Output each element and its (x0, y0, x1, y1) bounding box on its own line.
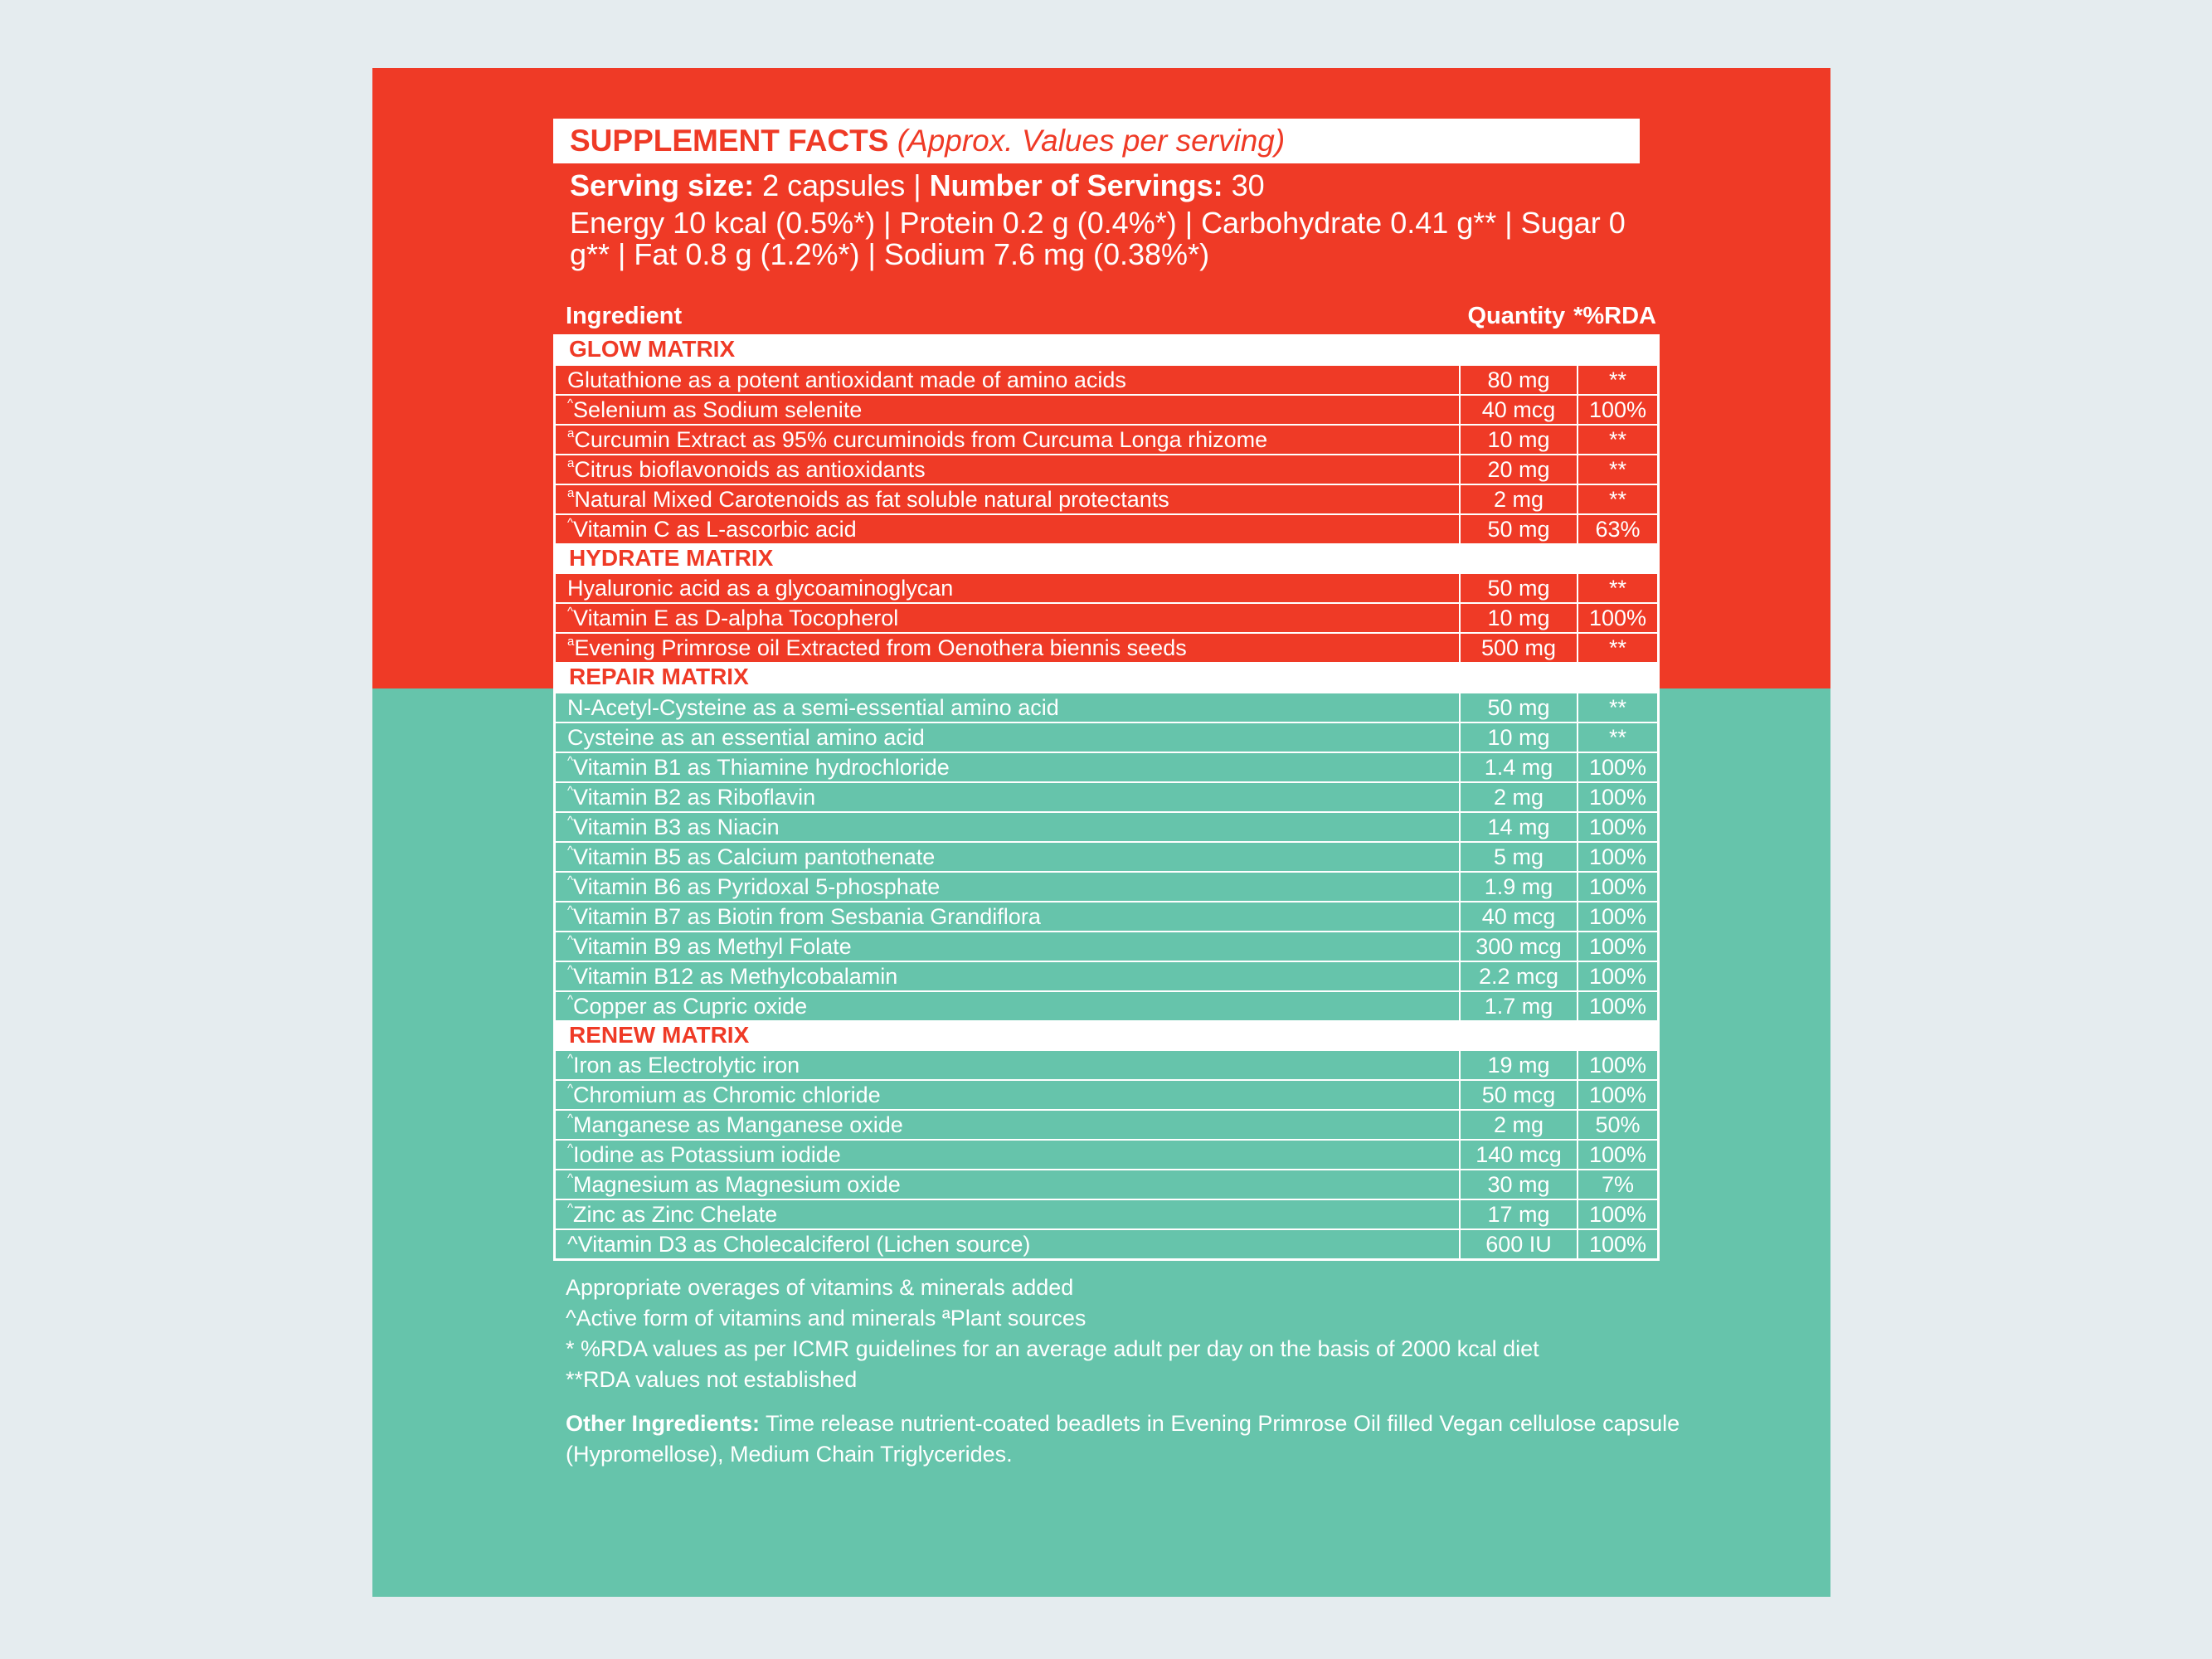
ingredient-cell (556, 1170, 1459, 1199)
ingredient-name: Citrus bioflavonoids as antioxidants (574, 456, 926, 482)
ingredient-cell (556, 783, 1459, 811)
ingredient-name: Iron as Electrolytic iron (573, 1053, 800, 1078)
table-row (556, 602, 1657, 632)
ingredient-cell (556, 962, 1459, 990)
ingredient-mark: ^ (567, 1171, 574, 1186)
rda-cell: ** (1577, 485, 1657, 513)
table-row (556, 811, 1657, 841)
rda-cell: ** (1577, 426, 1657, 454)
ingredient-cell (556, 873, 1459, 901)
ingredient-mark: ^ (567, 783, 574, 798)
ingredient-cell (556, 634, 1459, 662)
rda-cell: 100% (1577, 1081, 1657, 1109)
quantity-cell: 19 mg (1459, 1051, 1577, 1079)
table-row (556, 394, 1657, 424)
table-row (556, 841, 1657, 871)
ingredient-name: Hyaluronic acid as a glycoaminoglycan (567, 576, 954, 601)
serving-size-value: 2 capsules | (754, 168, 930, 202)
ingredient-name: Copper as Cupric oxide (573, 993, 808, 1019)
table-row (556, 722, 1657, 752)
quantity-cell: 2 mg (1459, 783, 1577, 811)
other-ingredients (553, 1408, 1731, 1470)
ingredient-mark: a (567, 485, 575, 500)
rda-cell: 100% (1577, 604, 1657, 632)
quantity-cell: 10 mg (1459, 604, 1577, 632)
quantity-cell: 40 mcg (1459, 902, 1577, 931)
ingredient-mark: a (567, 635, 575, 649)
section-header: HYDRATE MATRIX (556, 543, 1657, 573)
rda-cell: 100% (1577, 932, 1657, 961)
table-row (556, 871, 1657, 901)
footnotes (553, 1272, 1764, 1395)
rda-cell: 100% (1577, 1141, 1657, 1169)
ingredient-mark: ^ (567, 753, 574, 768)
rda-cell: 100% (1577, 753, 1657, 781)
quantity-cell: 10 mg (1459, 426, 1577, 454)
table-row (556, 1109, 1657, 1139)
ingredient-name: Curcumin Extract as 95% curcuminoids from Curcuma Longa rhizome (574, 426, 1268, 452)
ingredient-mark: ^ (567, 1201, 574, 1216)
facts-body (553, 300, 1764, 1470)
quantity-cell: 1.9 mg (1459, 873, 1577, 901)
table-row (556, 572, 1657, 602)
ingredient-name: Magnesium as Magnesium oxide (573, 1172, 901, 1198)
ingredient-mark: ^ (567, 1141, 574, 1156)
ingredient-cell (556, 813, 1459, 841)
column-headers (553, 300, 1660, 332)
footnote: ^Active form of vitamins and minerals ªPlant sources (566, 1306, 1087, 1331)
ingredient-name: Cysteine as an essential amino acid (567, 724, 925, 750)
ingredient-cell (556, 604, 1459, 632)
footnote: Appropriate overages of vitamins & minerals added (566, 1275, 1074, 1301)
ingredient-mark: ^ (567, 515, 574, 530)
rda-cell: 63% (1577, 515, 1657, 543)
quantity-cell: 300 mcg (1459, 932, 1577, 961)
table-row (556, 632, 1657, 662)
ingredient-name: Vitamin B3 as Niacin (573, 814, 780, 839)
rda-cell: 100% (1577, 396, 1657, 424)
rda-cell: ** (1577, 574, 1657, 602)
ingredient-name: Manganese as Manganese oxide (573, 1112, 903, 1138)
ingredient-name: Vitamin B12 as Methylcobalamin (573, 963, 898, 989)
rda-cell: 100% (1577, 1200, 1657, 1228)
quantity-cell: 14 mg (1459, 813, 1577, 841)
rda-cell: 100% (1577, 843, 1657, 871)
ingredient-cell (556, 753, 1459, 781)
rda-cell: ** (1577, 455, 1657, 484)
ingredient-mark: ^ (567, 932, 574, 947)
ingredient-name: Vitamin B7 as Biotin from Sesbania Grandiflora (573, 903, 1041, 929)
quantity-cell: 50 mg (1459, 574, 1577, 602)
rda-cell: ** (1577, 723, 1657, 752)
table-row (556, 1139, 1657, 1169)
footnote: * %RDA values as per ICMR guidelines for an average adult per day on the basis of 2000 kcal diet (566, 1336, 1539, 1362)
nutrition-line: Energy 10 kcal (0.5%*) | Protein 0.2 g (0.4%*) | Carbohydrate 0.41 g** | Sugar 0 g** | Fat 0.8 g (1.2%*) | Sodium 7.6 mg (0.38%*) (570, 206, 1626, 271)
quantity-cell: 2.2 mcg (1459, 962, 1577, 990)
table-row (556, 1228, 1657, 1258)
quantity-cell: 500 mg (1459, 634, 1577, 662)
ingredient-cell (556, 1081, 1459, 1109)
quantity-cell: 40 mcg (1459, 396, 1577, 424)
ingredient-name: Selenium as Sodium selenite (573, 397, 863, 422)
ingredient-cell (556, 932, 1459, 961)
rda-cell: 100% (1577, 1051, 1657, 1079)
section-header: GLOW MATRIX (556, 334, 1657, 364)
footnote: **RDA values not established (566, 1367, 858, 1393)
table-row (556, 692, 1657, 722)
ingredient-name: Vitamin B1 as Thiamine hydrochloride (573, 754, 950, 780)
table-row (556, 752, 1657, 781)
ingredient-cell (556, 366, 1459, 394)
quantity-cell: 5 mg (1459, 843, 1577, 871)
ingredient-cell (556, 485, 1459, 513)
ingredient-name: Glutathione as a potent antioxidant made of amino acids (567, 367, 1126, 392)
ingredient-name: ^Vitamin D3 as Cholecalciferol (Lichen source) (567, 1232, 1031, 1258)
column-rda: *%RDA (1573, 303, 1656, 329)
other-ingredients-text: Time release nutrient-coated beadlets in Evening Primrose Oil filled Vegan cellulose capsule (Hypromellose), Medium Chain Triglycerides. (566, 1411, 1680, 1467)
ingredient-mark: ^ (567, 813, 574, 828)
ingredient-cell (556, 1051, 1459, 1079)
ingredient-cell (556, 426, 1459, 454)
table-row (556, 901, 1657, 931)
rda-cell: 7% (1577, 1170, 1657, 1199)
ingredient-name: Vitamin E as D-alpha Tocopherol (573, 606, 899, 631)
section-header: REPAIR MATRIX (556, 662, 1657, 692)
ingredient-name: Evening Primrose oil Extracted from Oenothera biennis seeds (574, 635, 1187, 661)
ingredient-mark: ^ (567, 605, 574, 620)
ingredient-name: Natural Mixed Carotenoids as fat soluble natural protectants (574, 486, 1169, 512)
quantity-cell: 140 mcg (1459, 1141, 1577, 1169)
ingredients-table (553, 334, 1660, 1261)
quantity-cell: 1.4 mg (1459, 753, 1577, 781)
ingredient-mark: ^ (567, 843, 574, 858)
ingredient-name: Zinc as Zinc Chelate (573, 1202, 778, 1228)
rda-cell: 100% (1577, 813, 1657, 841)
ingredient-cell (556, 1200, 1459, 1228)
table-row (556, 513, 1657, 543)
ingredient-name: Vitamin B2 as Riboflavin (573, 784, 816, 810)
ingredient-mark: ^ (567, 902, 574, 917)
rda-cell: 50% (1577, 1111, 1657, 1139)
ingredient-mark: ^ (567, 1082, 574, 1097)
ingredient-cell (556, 992, 1459, 1020)
ingredient-cell (556, 1111, 1459, 1139)
table-row (556, 424, 1657, 454)
table-row (556, 1199, 1657, 1228)
servings-value: 30 (1223, 168, 1265, 202)
ingredient-mark: ^ (567, 1112, 574, 1126)
ingredient-cell (556, 723, 1459, 752)
ingredient-mark: ^ (567, 992, 574, 1007)
column-ingredient: Ingredient (566, 303, 683, 329)
ingredient-name: Vitamin B6 as Pyridoxal 5-phosphate (573, 873, 941, 899)
ingredient-cell (556, 902, 1459, 931)
ingredient-name: Vitamin C as L-ascorbic acid (573, 516, 857, 542)
ingredient-mark: ^ (567, 396, 574, 411)
ingredient-cell (556, 515, 1459, 543)
table-row (556, 990, 1657, 1020)
ingredient-cell (556, 396, 1459, 424)
title-italic: (Approx. Values per serving) (897, 124, 1286, 158)
ingredient-mark: a (567, 455, 575, 470)
table-row (556, 961, 1657, 990)
other-ingredients-label: Other Ingredients: (566, 1411, 761, 1437)
quantity-cell: 20 mg (1459, 455, 1577, 484)
ingredient-mark: ^ (567, 873, 574, 888)
quantity-cell: 2 mg (1459, 1111, 1577, 1139)
ingredient-name: Vitamin B5 as Calcium pantothenate (573, 844, 936, 869)
quantity-cell: 1.7 mg (1459, 992, 1577, 1020)
ingredient-mark: a (567, 426, 575, 440)
quantity-cell: 30 mg (1459, 1170, 1577, 1199)
serving-info (570, 166, 1265, 206)
rda-cell: ** (1577, 366, 1657, 394)
ingredient-cell (556, 843, 1459, 871)
quantity-cell: 17 mg (1459, 1200, 1577, 1228)
ingredient-name: N-Acetyl-Cysteine as a semi-essential amino acid (567, 694, 1059, 720)
rda-cell: 100% (1577, 902, 1657, 931)
quantity-cell: 10 mg (1459, 723, 1577, 752)
table-row (556, 484, 1657, 513)
quantity-cell: 2 mg (1459, 485, 1577, 513)
column-quantity: Quantity (1467, 303, 1566, 329)
ingredient-cell (556, 693, 1459, 722)
rda-cell: ** (1577, 634, 1657, 662)
ingredient-cell (556, 574, 1459, 602)
ingredient-mark: ^ (567, 1052, 574, 1067)
table-row (556, 1079, 1657, 1109)
table-row (556, 931, 1657, 961)
serving-size-label: Serving size: (570, 168, 755, 202)
rda-cell: ** (1577, 693, 1657, 722)
quantity-cell: 80 mg (1459, 366, 1577, 394)
ingredient-name: Vitamin B9 as Methyl Folate (573, 933, 852, 959)
ingredient-name: Chromium as Chromic chloride (573, 1082, 881, 1108)
table-row (556, 454, 1657, 484)
servings-label: Number of Servings: (929, 168, 1223, 202)
rda-cell: 100% (1577, 873, 1657, 901)
quantity-cell: 50 mg (1459, 693, 1577, 722)
ingredient-cell (556, 455, 1459, 484)
table-row (556, 364, 1657, 394)
ingredient-cell (556, 1230, 1459, 1258)
quantity-cell: 50 mg (1459, 515, 1577, 543)
section-header: RENEW MATRIX (556, 1020, 1657, 1050)
title-bold: SUPPLEMENT FACTS (570, 124, 889, 158)
table-row (556, 781, 1657, 811)
rda-cell: 100% (1577, 992, 1657, 1020)
rda-cell: 100% (1577, 962, 1657, 990)
ingredient-mark: ^ (567, 962, 574, 977)
supplement-facts-title (553, 119, 1640, 163)
table-row (556, 1049, 1657, 1079)
rda-cell: 100% (1577, 783, 1657, 811)
quantity-cell: 50 mcg (1459, 1081, 1577, 1109)
rda-cell: 100% (1577, 1230, 1657, 1258)
quantity-cell: 600 IU (1459, 1230, 1577, 1258)
ingredient-cell (556, 1141, 1459, 1169)
table-row (556, 1169, 1657, 1199)
ingredient-name: Iodine as Potassium iodide (573, 1142, 841, 1168)
